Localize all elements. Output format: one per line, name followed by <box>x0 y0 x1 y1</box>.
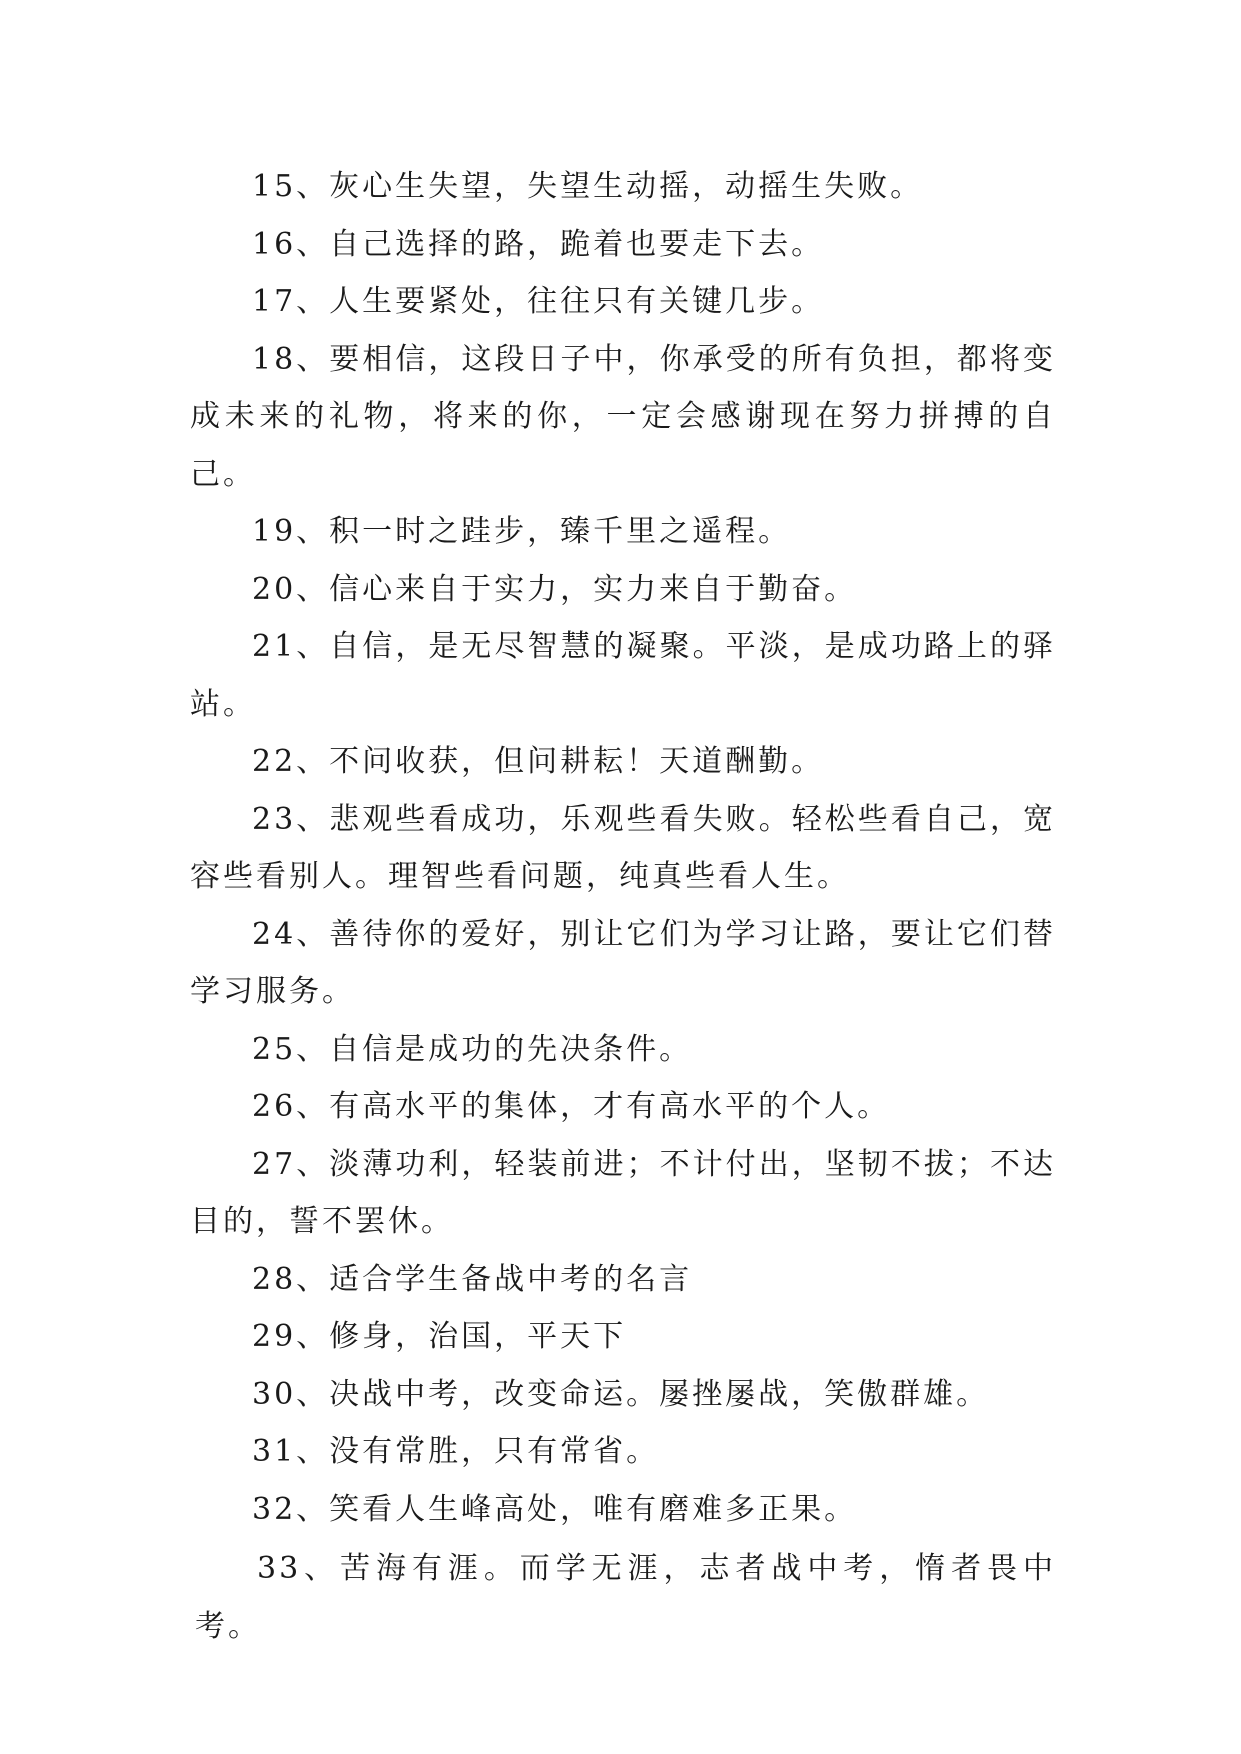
quote-30: 30、决战中考，改变命运。屡挫屡战，笑傲群雄。 <box>252 1376 990 1412</box>
quote-15: 15、灰心生失望，失望生动摇，动摇生失败。 <box>252 169 924 204</box>
quote-26: 26、有高水平的集体，才有高水平的个人。 <box>252 1089 891 1124</box>
quote-23: 23、悲观些看成功，乐观些看失败。轻松些看自己，宽容些看别人。理智些看问题，纯真些看人生。 <box>190 801 1056 894</box>
quote-24: 24、善待你的爱好，别让它们为学习让路，要让它们替学习服务。 <box>190 916 1056 1009</box>
quote-20: 20、信心来自于实力，实力来自于勤奋。 <box>252 571 858 607</box>
quote-18: 18、要相信，这段日子中，你承受的所有负担，都将变成未来的礼物，将来的你，一定会感谢现在努力拼搏的自己。 <box>190 341 1056 492</box>
quote-31: 31、没有常胜，只有常省。 <box>252 1434 660 1469</box>
quote-27: 27、淡薄功利，轻装前进；不计付出，坚韧不拔；不达目的，誓不罢休。 <box>190 1146 1056 1239</box>
quote-28: 28、适合学生备战中考的名言 <box>252 1261 693 1297</box>
quote-33: 33、苦海有涯。而学无涯，志者战中考，惰者畏中考。 <box>195 1551 1056 1644</box>
quote-17: 17、人生要紧处，往往只有关键几步。 <box>252 284 825 319</box>
quote-list <box>190 158 1056 1655</box>
quote-25: 25、自信是成功的先决条件。 <box>252 1031 693 1067</box>
quote-16: 16、自己选择的路，跪着也要走下去。 <box>252 226 825 262</box>
quote-32: 32、笑看人生峰高处，唯有磨难多正果。 <box>252 1491 858 1527</box>
quote-21: 21、自信，是无尽智慧的凝聚。平淡，是成功路上的驿站。 <box>190 629 1056 722</box>
quote-19: 19、积一时之跬步，臻千里之遥程。 <box>252 514 792 549</box>
quote-22: 22、不问收获，但问耕耘！天道酬勤。 <box>252 744 825 779</box>
quote-29: 29、修身，治国，平天下 <box>252 1319 627 1354</box>
